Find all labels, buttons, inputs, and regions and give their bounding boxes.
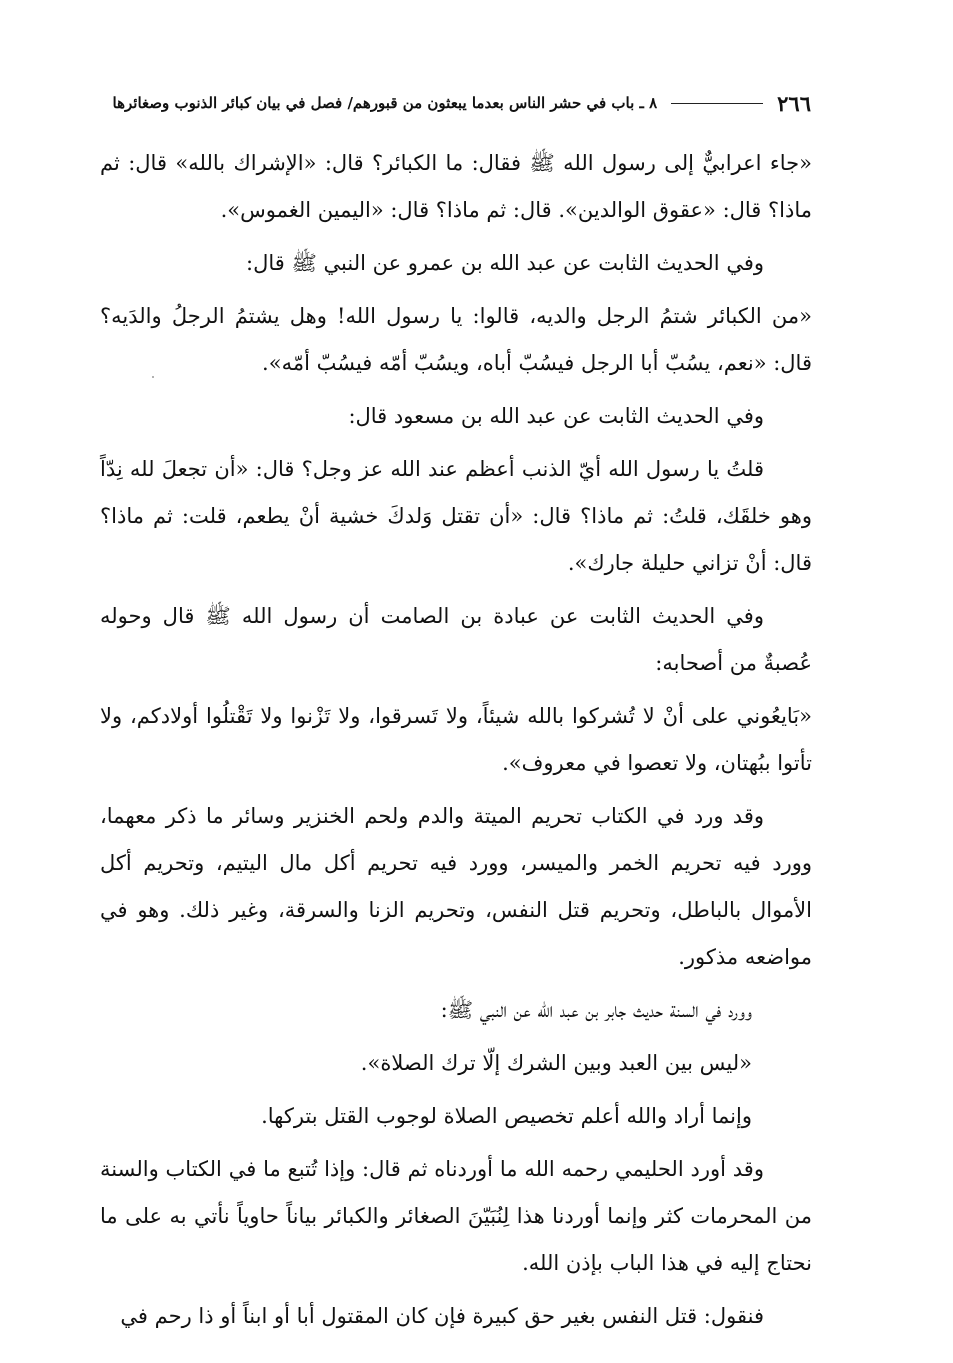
commentary-paragraph: وإنما أراد والله أعلم تخصيص الصلاة لوجوب القتل بتركها. xyxy=(261,1104,752,1128)
narration-intro: وفي الحديث الثابت عن عبد الله بن عمرو عن النبي ﷺ قال: xyxy=(246,251,764,275)
page-body xyxy=(100,140,812,1346)
hadith-paragraph: «ليس بين العبد وبين الشرك إلّا ترك الصلاة». xyxy=(360,1051,752,1075)
narration-intro: وفي الحديث الثابت عن عبادة بن الصامت أن رسول الله ﷺ قال وحوله عُصبةٌ من أصحابه: xyxy=(100,604,812,675)
commentary-paragraph: وقد أورد الحليمي رحمه الله ما أوردناه ثم قال: وإذا تُتبع ما في الكتاب والسنة من المحرمات كثر وإنما أوردنا هذا لِنُبَيّنَ الصغائر والكبائر بياناً حاوياً نأتي به على ما نحتاج إليه في هذا الباب بإذن الله. xyxy=(100,1157,812,1275)
page-number: ٢٦٦ xyxy=(777,90,811,116)
commentary-paragraph: فنقول: قتل النفس بغير حق كبيرة فإن كان المقتول أبا أو ابناً أو ذا رحم في xyxy=(120,1304,764,1328)
running-header-title: ٨ ـ باب في حشر الناس بعدما يبعثون من قبورهم/ فصل في بيان كبائر الذنوب وصغائرها xyxy=(112,94,658,112)
narration-intro: وورد في السنة حديث جابر بن عبد الله عن النبي ﷺ: xyxy=(440,998,752,1022)
running-header xyxy=(100,88,811,118)
scan-speck xyxy=(152,376,154,378)
narration-intro: وفي الحديث الثابت عن عبد الله بن مسعود قال: xyxy=(348,404,764,428)
commentary-paragraph: وقد ورد في الكتاب تحريم الميتة والدم ولحم الخنزير وسائر ما ذكر معهما، وورد فيه تحريم الخمر والميسر، وورد فيه تحريم أكل مال اليتيم، وتحريم أكل الأموال بالباطل، وتحريم قتل النفس، وتحريم الزنا والسرقة، وغير ذلك. وهو في مواضعه مذكور. xyxy=(100,804,812,969)
hadith-paragraph: قلتُ يا رسول الله أيّ الذنب أعظم عند الله عز وجل؟ قال: «أن تجعلَ لله نِدّاً وهو خلقَك، قلتُ: ثم ماذا؟ قال: «أن تقتل وَلدكَ خشية أنْ يطعم، قلت: ثم ماذا؟ قال: أنْ تزاني حليلة جارك». xyxy=(100,457,812,575)
hadith-paragraph: «جاء اعرابيٌّ إلى رسول الله ﷺ فقال: ما الكبائر؟ قال: «الإشراك بالله» قال: ثم ماذا؟ قال: «عقوق الوالدين». قال: ثم ماذا؟ قال: «اليمين الغموس». xyxy=(100,151,812,222)
hadith-paragraph: «من الكبائر شتمُ الرجل والديه، قالوا: يا رسول الله! وهل يشتمُ الرجلُ والدَيه؟ قال: «نعم، يسُبّ أبا الرجل فيسُبّ أباه، ويسُبّ أمّه فيسُبّ أمّه». xyxy=(100,304,812,375)
hadith-paragraph: «بَايعُوني على أنْ لا تُشركوا بالله شيئاً، ولا تَسرقوا، ولا تَزْنوا ولا تَقْتلُوا أولادكم، ولا تأتوا ببُهتان، ولا تعصوا في معروف». xyxy=(100,704,812,775)
header-rule xyxy=(671,103,763,104)
